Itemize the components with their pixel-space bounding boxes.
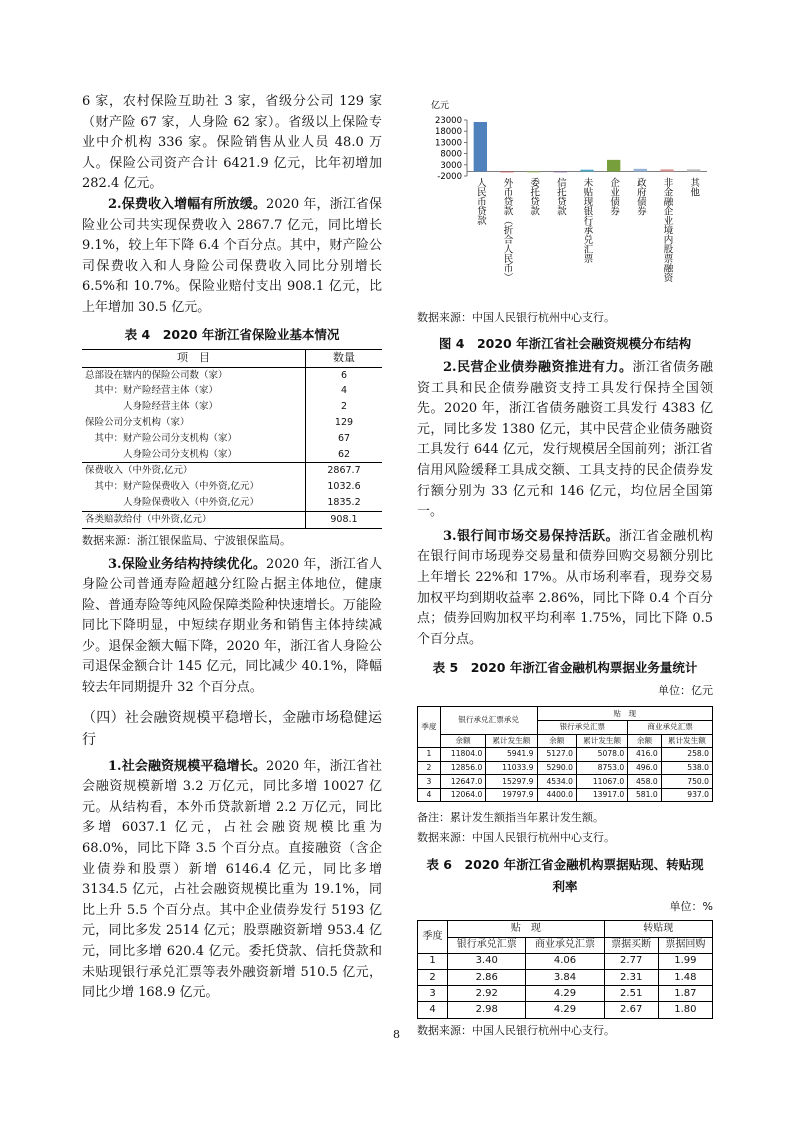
table5-note: 备注：累计发生额指当年累计发生额。 [417,811,604,825]
paragraph-structure-optimization [82,555,382,699]
row-value: 2 [306,399,383,415]
y-tick-label: 23000 [434,116,462,126]
table4-caption: 表 4 2020 年浙江省保险业基本情况 [124,326,340,342]
cell: 496.0 [628,761,661,775]
x-tick-label: 其他 [688,177,700,197]
x-tick-label: 委托贷款 [528,177,540,216]
table4-source: 数据来源：浙江银保监局、宁波银保监局。 [82,533,291,547]
heading-private-bonds: 2.民营企业债券融资推进有力。 [443,360,633,375]
social-financing-body: 2020 年，浙江省社会融资规模新增 3.2 万亿元，同比多增 10027 亿元。从结构看，本外币贷款新增 2.2 万亿元，同比多增 6037.1 亿元，占社会融资规模比重为 68.0%，同比下降 3.5 个百分点。直接融资（含企业债券和股票）新增 6146.4 亿元，同比多增 3134.5 亿元，占社会融资规模比重为 19.1%，同比上升 5.5 个百分点。其中企业债券发行 5193 亿元，同比多发 2514 亿元；股票融资新增 953.4 亿元，同比多增 620.4 亿元。委托贷款、信托贷款和未贴现银行承兑汇票等表外融资新增 510.5 亿元，同比少增 168.9 亿元。 [82,758,382,1001]
cell: 1.80 [658,1002,712,1018]
cell: 1 [418,748,441,762]
table4-insurance-basics [82,349,382,529]
paragraph-premium-income [82,195,382,319]
table5-header-row-3 [418,734,713,748]
cell: 3 [418,775,441,789]
x-tick-label: 人民币贷款 [474,177,486,226]
cell: 11804.0 [440,748,486,762]
table5-h-bank-bill: 银行承兑汇票 [537,720,628,734]
cell: 2.92 [448,986,526,1002]
row-label: 总部设在辖内的保险公司数（家） [85,369,228,381]
table-row [82,479,382,495]
bar [474,122,487,172]
cell: 2 [418,761,441,775]
cell: 5290.0 [537,761,577,775]
row-label: 各类赔款给付（中外资,亿元） [82,511,306,528]
structure-optimization-body: 2020 年，浙江省人身险公司普通寿险超越分红险占据主体地位，健康险、普通寿险等纯风险保障类险种快速增长。万能险同比下降明显，中短续存期业务和销售主体持续减少。退保金额大幅下降，2020 年，浙江省人身险公司退保金额合计 145 亿元，同比减少 40.1%，降幅较去年同期提升 32 个百分点。 [82,556,382,696]
cell: 2 [418,970,448,986]
bar [580,170,593,172]
cell: 258.0 [661,748,712,762]
cell: 15297.9 [486,775,537,789]
table6-h-comm-bill: 商业承兑汇票 [526,937,604,953]
cell: 1 [418,953,448,969]
y-tick-label: 8000 [440,149,462,160]
bar [527,172,540,173]
table6-h-discount: 贴 现 [448,921,605,937]
social-financing-bar-chart [417,96,713,306]
table5-h-comm-bill: 商业承兑汇票 [628,720,713,734]
table5-h-cum: 累计发生额 [486,734,537,748]
cell: 1.99 [658,953,712,969]
table6-h-buyout: 票据买断 [604,937,658,953]
table6-discount-rates [417,920,713,1018]
cell: 581.0 [628,788,661,802]
table5-h-balance: 余额 [628,734,661,748]
cell: 5078.0 [577,748,628,762]
table-row [82,447,382,463]
y-tick-label: 13000 [434,138,462,149]
row-label: 其中：财产险保费收入（中外资,亿元） [85,481,260,493]
x-tick-label: 未贴现银行承兑汇票 [581,177,593,264]
table-row [82,367,382,383]
cell: 750.0 [661,775,712,789]
table6-caption-line1: 表 6 2020 年浙江省金融机构票据贴现、转贴现 [426,857,704,873]
page-number: 8 [393,1028,400,1041]
table5-h-cum: 累计发生额 [577,734,628,748]
cell: 1.48 [658,970,712,986]
row-value: 129 [306,415,383,431]
bar [634,169,647,172]
table4-col-value: 数量 [306,349,383,367]
table-row [418,986,713,1002]
table-row [418,775,713,789]
cell: 2.31 [604,970,658,986]
row-value: 908.1 [306,511,383,528]
table6-header-row-1 [418,921,713,937]
cell: 3 [418,986,448,1002]
table5-bill-business [417,706,713,802]
table-row [82,431,382,447]
table6-h-bank-bill: 银行承兑汇票 [448,937,526,953]
section-heading: （四）社会融资规模平稳增长，金融市场稳健运行 [82,709,382,748]
table5-header-row-1 [418,707,713,721]
row-value: 1032.6 [306,479,383,495]
cell: 937.0 [661,788,712,802]
row-label: 保险公司分支机构（家） [85,416,190,428]
table-row [418,761,713,775]
paragraph-insurance-institutions: 6 家，农村保险互助社 3 家，省级分公司 129 家（财产险 67 家，人身险 62 家）。省级以上保险专业中介机构 336 家。保险销售从业人员 48.0 万人。保险公司资产合计 6421.9 亿元，比年初增加 282.4 亿元。 [82,94,382,192]
cell: 4.29 [526,1002,604,1018]
table-row [82,383,382,399]
table6-h-rediscount: 转贴现 [604,921,712,937]
heading-structure-optimization: 3.保险业务结构持续优化。 [108,556,267,572]
table6-caption-line2: 利率 [552,879,578,895]
cell: 4 [418,1002,448,1018]
x-tick-label: 非金融企业境内股票融资 [661,177,673,283]
row-value: 4 [306,383,383,399]
bar [554,172,567,173]
y-tick-label: 3000 [440,160,462,171]
x-tick-label: 信托贷款 [554,177,566,216]
table6-h-repo: 票据回购 [658,937,712,953]
cell: 4.29 [526,986,604,1002]
table-row [82,463,382,479]
table5-source: 数据来源：中国人民银行杭州中心支行。 [417,831,615,845]
row-label: 其中：财产险经营主体（家） [85,385,219,397]
private-bonds-body: 浙江省债务融资工具和民企债券融资支持工具发行保持全国领先。2020 年，浙江省债务融资工具发行 4383 亿元，同比多发 1380 亿元，其中民营企业债务融资工具发行 644 亿元，发行规模居全国前列；浙江省信用风险缓释工具成交额、工具支持的民企债券发行额分别为 33 亿元和 146 亿元，均位居全国第一。 [417,360,713,520]
paragraph-interbank-market [417,527,713,651]
heading-premium-income: 2.保费收入增幅有所放缓。 [108,196,267,212]
cell: 3.84 [526,970,604,986]
bar [500,172,513,173]
table5-caption: 表 5 2020 年浙江省金融机构票据业务量统计 [432,660,698,676]
row-label: 人身险公司分支机构（家） [85,448,238,460]
cell: 2.98 [448,1002,526,1018]
table-row [82,399,382,415]
table5-h-balance: 余额 [537,734,577,748]
figure4-caption: 图 4 2020 年浙江省社会融资规模分布结构 [438,336,692,351]
cell: 538.0 [661,761,712,775]
row-label: 人身险保费收入（中外资,亿元） [85,496,260,508]
table5-unit: 单位：亿元 [658,684,713,698]
table-row [418,953,713,969]
cell: 8753.0 [577,761,628,775]
table5-h-discount: 贴 现 [537,707,712,721]
cell: 19797.9 [486,788,537,802]
table-row [82,415,382,431]
cell: 2.86 [448,970,526,986]
y-axis-label: 亿元 [431,101,450,111]
cell: 2.67 [604,1002,658,1018]
chart-source: 数据来源：中国人民银行杭州中心支行。 [417,311,615,324]
row-label: 人身险经营主体（家） [85,401,219,413]
table4-header-row [82,349,382,367]
cell: 5941.9 [486,748,537,762]
table6-h-quarter: 季度 [418,921,448,953]
row-value: 2867.7 [306,463,383,479]
bar [687,169,700,171]
x-tick-label: 外币贷款（折合人民币） [501,177,513,283]
bar [660,169,673,171]
cell: 4534.0 [537,775,577,789]
left-column [82,92,382,1004]
right-column [417,96,713,1045]
table-row [418,748,713,762]
cell: 2.77 [604,953,658,969]
table-row [418,788,713,802]
cell: 4 [418,788,441,802]
heading-social-financing: 1.社会融资规模平稳增长。 [108,758,267,774]
table4-col-item: 项 目 [82,349,306,367]
cell: 4400.0 [537,788,577,802]
row-value: 6 [306,367,383,383]
y-tick-label: -2000 [437,172,462,182]
table5-h-balance: 余额 [440,734,486,748]
premium-income-body: 2020 年，浙江省保险业公司共实现保费收入 2867.7 亿元，同比增长 9.1%，较上年下降 6.4 个百分点。其中，财产险公司保费收入和人身险公司保费收入同比分别增长 6.5%和 10.7%。保险业赔付支出 908.1 亿元，比上年增加 30.5 亿元。 [82,196,382,315]
cell: 2.51 [604,986,658,1002]
table-row [418,1002,713,1018]
cell: 11033.9 [486,761,537,775]
cell: 458.0 [628,775,661,789]
row-value: 67 [306,431,383,447]
cell: 12064.0 [440,788,486,802]
table6-unit: 单位：% [669,900,713,914]
bar [607,160,620,172]
x-tick-label: 企业债券 [608,177,620,216]
cell: 11067.0 [577,775,628,789]
paragraph-private-bonds [417,358,713,523]
cell: 12856.0 [440,761,486,775]
table6-source: 数据来源：中国人民银行杭州中心支行。 [417,1023,615,1037]
row-value: 1835.2 [306,495,383,511]
cell: 5127.0 [537,748,577,762]
cell: 13917.0 [577,788,628,802]
row-label: 保费收入（中外资,亿元） [82,463,306,479]
paragraph-social-financing [82,757,382,1004]
y-tick-label: 18000 [434,127,462,138]
cell: 4.06 [526,953,604,969]
cell: 1.87 [658,986,712,1002]
heading-interbank-market: 3.银行间市场交易保持活跃。 [443,528,620,544]
table-row [82,495,382,511]
table6-header-row-2 [418,937,713,953]
cell: 3.40 [448,953,526,969]
table-row [82,511,382,528]
interbank-market-body: 浙江省金融机构在银行间市场现券交易量和债券回购交易额分别比上年增长 22%和 17%。从市场利率看，现券交易加权平均到期收益率 2.86%，同比下降 0.4 个百分点；债券回购加权平均利率 1.75%，同比下降 0.5 个百分点。 [417,528,713,647]
table5-h-accept: 银行承兑汇票承兑 [440,707,537,734]
table5-h-quarter: 季度 [418,707,441,748]
row-value: 62 [306,447,383,463]
table5-h-cum: 累计发生额 [661,734,712,748]
row-label: 其中：财产险公司分支机构（家） [85,432,238,444]
cell: 416.0 [628,748,661,762]
table-row [418,970,713,986]
cell: 12647.0 [440,775,486,789]
x-tick-label: 政府债券 [634,177,646,216]
